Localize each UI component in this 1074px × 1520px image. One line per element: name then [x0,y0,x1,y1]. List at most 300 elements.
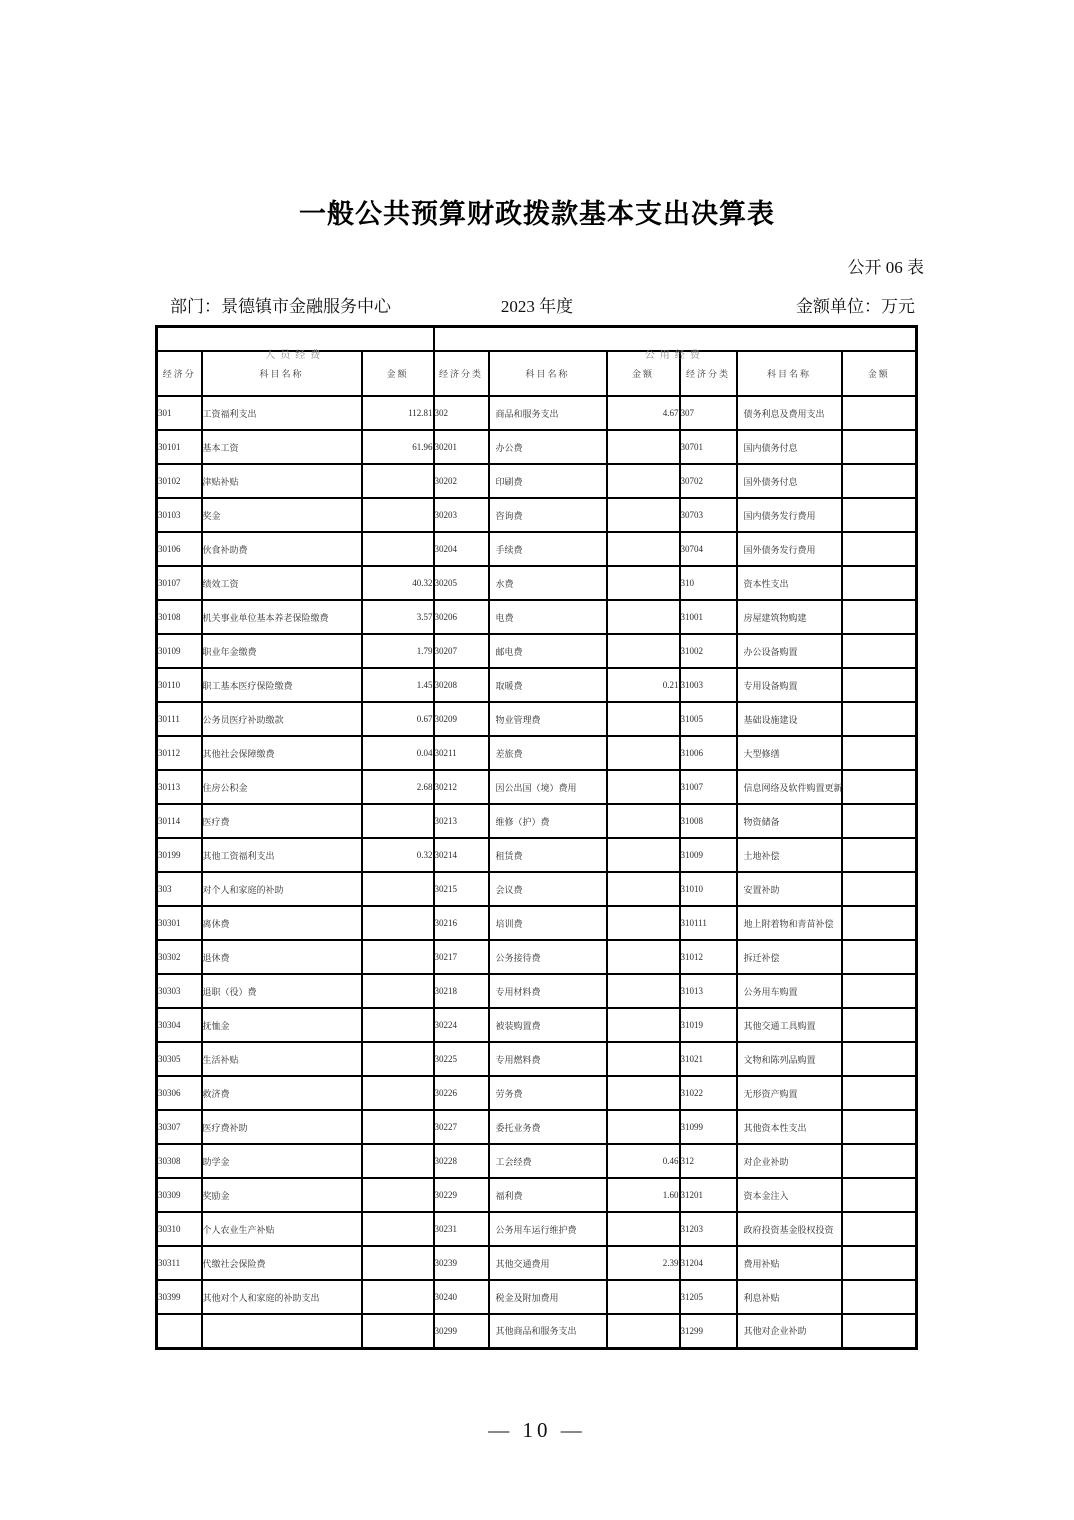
cell-amount [607,1008,680,1042]
cell-amount [607,600,680,634]
header-economic-class-3: 经济分类 [680,351,737,396]
cell-subject: 津贴补贴 [202,464,362,498]
cell-subject: 会议费 [489,872,607,906]
cell-subject: 医疗费 [202,804,362,838]
table-row [157,566,917,600]
table-row [157,464,917,498]
cell-amount [842,1280,917,1314]
cell-subject: 助学金 [202,1144,362,1178]
cell-amount [362,804,434,838]
cell-amount: 0.04 [362,736,434,770]
table-row [157,1008,917,1042]
table-label: 公开 06 表 [847,258,924,277]
cell-subject: 费用补贴 [737,1246,842,1280]
cell-subject: 咨询费 [489,498,607,532]
cell-amount: 1.60 [607,1178,680,1212]
cell-amount [842,464,917,498]
cell-code: 302 [434,396,489,430]
cell-amount [362,1042,434,1076]
cell-code: 303 [157,872,202,906]
cell-code: 31009 [680,838,737,872]
group-header-personnel-label: 人员经费 [265,350,326,361]
cell-code: 30107 [157,566,202,600]
cell-code: 30702 [680,464,737,498]
department-label: 部门：景德镇市金融服务中心 [170,297,391,316]
cell-subject: 基础设施建设 [737,702,842,736]
cell-subject: 其他对企业补助 [737,1314,842,1348]
table-row [157,940,917,974]
cell-amount: 40.32 [362,566,434,600]
cell-code: 31019 [680,1008,737,1042]
cell-subject: 对个人和家庭的补助 [202,872,362,906]
cell-code: 30239 [434,1246,489,1280]
cell-subject: 培训费 [489,906,607,940]
cell-amount [607,736,680,770]
cell-code: 30299 [434,1314,489,1348]
header-amount-2: 金额 [607,351,680,396]
cell-code: 30211 [434,736,489,770]
cell-subject: 抚恤金 [202,1008,362,1042]
cell-code: 30703 [680,498,737,532]
cell-amount [607,838,680,872]
cell-subject: 退休费 [202,940,362,974]
cell-amount: 1.79 [362,634,434,668]
cell-subject: 因公出国（境）费用 [489,770,607,804]
cell-amount [362,532,434,566]
cell-code: 30113 [157,770,202,804]
cell-code: 31299 [680,1314,737,1348]
cell-subject: 无形资产购置 [737,1076,842,1110]
table-row [157,838,917,872]
cell-code: 31008 [680,804,737,838]
cell-subject: 绩效工资 [202,566,362,600]
cell-code: 30218 [434,974,489,1008]
cell-amount [362,1110,434,1144]
cell-code: 30202 [434,464,489,498]
cell-code: 30227 [434,1110,489,1144]
cell-amount [842,498,917,532]
table-row [157,600,917,634]
cell-amount [842,634,917,668]
cell-code: 30103 [157,498,202,532]
cell-subject: 资本金注入 [737,1178,842,1212]
cell-subject: 租赁费 [489,838,607,872]
cell-subject: 公务用车购置 [737,974,842,1008]
cell-subject: 文物和陈列品购置 [737,1042,842,1076]
cell-code: 312 [680,1144,737,1178]
cell-code: 30301 [157,906,202,940]
table-row [157,974,917,1008]
table-row [157,770,917,804]
cell-amount [607,532,680,566]
cell-amount [362,1008,434,1042]
cell-code: 301 [157,396,202,430]
table-row [157,736,917,770]
cell-code: 30217 [434,940,489,974]
cell-subject: 维修（护）费 [489,804,607,838]
cell-subject: 委托业务费 [489,1110,607,1144]
cell-amount: 61.96 [362,430,434,464]
cell-subject: 住房公积金 [202,770,362,804]
cell-subject: 生活补贴 [202,1042,362,1076]
cell-code: 30704 [680,532,737,566]
cell-subject: 劳务费 [489,1076,607,1110]
cell-code: 30307 [157,1110,202,1144]
table-row [157,1280,917,1314]
cell-amount [842,906,917,940]
group-header-row [157,327,917,352]
cell-amount [842,396,917,430]
cell-code: 310 [680,566,737,600]
cell-code: 31013 [680,974,737,1008]
cell-code: 30310 [157,1212,202,1246]
cell-code: 30112 [157,736,202,770]
cell-code: 31001 [680,600,737,634]
header-amount-3: 金额 [842,351,917,396]
cell-code: 30109 [157,634,202,668]
cell-code: 30215 [434,872,489,906]
cell-subject: 税金及附加费用 [489,1280,607,1314]
cell-code: 30303 [157,974,202,1008]
cell-subject [202,1314,362,1348]
cell-subject: 地上附着物和青苗补偿 [737,906,842,940]
cell-code: 30111 [157,702,202,736]
cell-code: 30226 [434,1076,489,1110]
cell-amount [842,770,917,804]
cell-subject: 国外债务发行费用 [737,532,842,566]
cell-subject: 退职（役）费 [202,974,362,1008]
cell-subject: 办公设备购置 [737,634,842,668]
cell-amount: 2.68 [362,770,434,804]
cell-amount [607,464,680,498]
table-row [157,1144,917,1178]
cell-amount [842,974,917,1008]
cell-code [157,1314,202,1348]
cell-code: 30110 [157,668,202,702]
cell-amount [362,1212,434,1246]
cell-subject: 国外债务付息 [737,464,842,498]
cell-code: 30229 [434,1178,489,1212]
cell-subject: 代缴社会保险费 [202,1246,362,1280]
cell-subject: 商品和服务支出 [489,396,607,430]
cell-amount [607,1212,680,1246]
cell-subject: 奖金 [202,498,362,532]
cell-amount [842,1246,917,1280]
cell-code: 30213 [434,804,489,838]
cell-subject: 大型修缮 [737,736,842,770]
cell-code: 30304 [157,1008,202,1042]
page-number: — 10 — [488,1418,586,1442]
cell-code: 30199 [157,838,202,872]
cell-code: 31005 [680,702,737,736]
amount-unit-label: 金额单位：万元 [796,297,915,316]
cell-subject: 工会经费 [489,1144,607,1178]
cell-code: 307 [680,396,737,430]
budget-table [155,325,918,1350]
table-row [157,872,917,906]
header-subject-name-1: 科目名称 [202,351,362,396]
table-row [157,430,917,464]
cell-subject: 邮电费 [489,634,607,668]
cell-amount [362,464,434,498]
header-economic-class-2: 经济分类 [434,351,489,396]
cell-subject: 医疗费补助 [202,1110,362,1144]
table-row [157,498,917,532]
cell-amount [607,770,680,804]
cell-subject: 信息网络及软件购置更新 [737,770,842,804]
header-subject-name-2: 科目名称 [489,351,607,396]
cell-amount [362,498,434,532]
cell-code: 30207 [434,634,489,668]
cell-subject: 印刷费 [489,464,607,498]
cell-subject: 手续费 [489,532,607,566]
cell-subject: 离休费 [202,906,362,940]
cell-subject: 物业管理费 [489,702,607,736]
group-header-cell-personnel [157,327,434,361]
cell-subject: 其他交通费用 [489,1246,607,1280]
cell-amount [842,1008,917,1042]
cell-amount [607,1076,680,1110]
cell-amount [362,1280,434,1314]
cell-subject: 拆迁补偿 [737,940,842,974]
cell-code: 30308 [157,1144,202,1178]
cell-code: 31003 [680,668,737,702]
cell-code: 30203 [434,498,489,532]
cell-amount [607,940,680,974]
table-row [157,1110,917,1144]
cell-code: 30114 [157,804,202,838]
cell-subject: 机关事业单位基本养老保险缴费 [202,600,362,634]
cell-subject: 专用材料费 [489,974,607,1008]
cell-code: 30306 [157,1076,202,1110]
cell-amount [842,668,917,702]
cell-amount: 112.81 [362,396,434,430]
cell-code: 30701 [680,430,737,464]
header-economic-class-1: 经济分 [157,351,202,396]
cell-amount [842,566,917,600]
cell-subject: 公务接待费 [489,940,607,974]
group-header-cell-public [434,327,917,361]
cell-subject: 伙食补助费 [202,532,362,566]
cell-amount [607,702,680,736]
cell-code: 30101 [157,430,202,464]
table-row [157,702,917,736]
cell-subject: 专用燃料费 [489,1042,607,1076]
cell-amount [362,906,434,940]
cell-code: 30209 [434,702,489,736]
cell-code: 30399 [157,1280,202,1314]
cell-subject: 取暖费 [489,668,607,702]
cell-amount [362,974,434,1008]
cell-subject: 职工基本医疗保险缴费 [202,668,362,702]
cell-code: 310111 [680,906,737,940]
cell-amount [842,702,917,736]
cell-subject: 土地补偿 [737,838,842,872]
cell-code: 30228 [434,1144,489,1178]
cell-code: 30224 [434,1008,489,1042]
cell-subject: 其他工资福利支出 [202,838,362,872]
cell-subject: 福利费 [489,1178,607,1212]
cell-amount [842,532,917,566]
cell-subject: 被装购置费 [489,1008,607,1042]
cell-subject: 物资储备 [737,804,842,838]
cell-code: 30216 [434,906,489,940]
cell-amount [607,974,680,1008]
cell-amount [842,838,917,872]
page-title: 一般公共预算财政拨款基本支出决算表 [299,199,775,229]
cell-amount [842,600,917,634]
cell-code: 31010 [680,872,737,906]
cell-subject: 国内债务付息 [737,430,842,464]
cell-amount [607,498,680,532]
cell-subject: 债务利息及费用支出 [737,396,842,430]
group-header-public-label: 公用经费 [644,350,705,361]
cell-code: 31204 [680,1246,737,1280]
cell-subject: 利息补贴 [737,1280,842,1314]
cell-code: 30214 [434,838,489,872]
cell-code: 30102 [157,464,202,498]
cell-amount [607,1280,680,1314]
table-row [157,1314,917,1348]
header-subject-name-3: 科目名称 [737,351,842,396]
cell-amount [362,872,434,906]
table-row [157,532,917,566]
table-row [157,804,917,838]
cell-subject: 基本工资 [202,430,362,464]
cell-amount [842,872,917,906]
cell-amount [842,1212,917,1246]
cell-subject: 政府投资基金股权投资 [737,1212,842,1246]
cell-amount: 0.21 [607,668,680,702]
cell-subject: 救济费 [202,1076,362,1110]
cell-code: 31006 [680,736,737,770]
cell-code: 30309 [157,1178,202,1212]
cell-amount [607,906,680,940]
cell-amount [607,566,680,600]
table-row [157,396,917,430]
cell-code: 30204 [434,532,489,566]
cell-subject: 其他商品和服务支出 [489,1314,607,1348]
table-row [157,906,917,940]
cell-amount: 0.46 [607,1144,680,1178]
cell-amount [842,1076,917,1110]
cell-amount [842,1178,917,1212]
header-amount-1: 金额 [362,351,434,396]
year-label: 2023 年度 [500,297,574,316]
table-row [157,668,917,702]
cell-code: 31203 [680,1212,737,1246]
cell-code: 31022 [680,1076,737,1110]
cell-amount [607,1314,680,1348]
cell-code: 30108 [157,600,202,634]
cell-subject: 国内债务发行费用 [737,498,842,532]
cell-amount [842,1314,917,1348]
cell-subject: 电费 [489,600,607,634]
cell-code: 30106 [157,532,202,566]
cell-code: 31021 [680,1042,737,1076]
cell-amount [362,1076,434,1110]
cell-subject: 差旅费 [489,736,607,770]
table-row [157,1178,917,1212]
cell-amount: 3.57 [362,600,434,634]
cell-amount [362,1314,434,1348]
cell-code: 30201 [434,430,489,464]
cell-amount [842,804,917,838]
cell-subject: 资本性支出 [737,566,842,600]
cell-code: 30302 [157,940,202,974]
cell-amount [362,940,434,974]
cell-code: 31002 [680,634,737,668]
cell-amount [842,1144,917,1178]
cell-amount: 2.39 [607,1246,680,1280]
cell-subject: 其他对个人和家庭的补助支出 [202,1280,362,1314]
cell-subject: 公务员医疗补助缴款 [202,702,362,736]
cell-subject: 专用设备购置 [737,668,842,702]
cell-code: 31201 [680,1178,737,1212]
cell-code: 31205 [680,1280,737,1314]
cell-amount [607,872,680,906]
cell-subject: 办公费 [489,430,607,464]
table-row [157,1076,917,1110]
cell-code: 30208 [434,668,489,702]
cell-subject: 其他交通工具购置 [737,1008,842,1042]
cell-code: 30205 [434,566,489,600]
cell-subject: 其他社会保障缴费 [202,736,362,770]
cell-subject: 安置补助 [737,872,842,906]
cell-amount [607,1042,680,1076]
cell-amount [842,940,917,974]
cell-code: 31007 [680,770,737,804]
cell-code: 30305 [157,1042,202,1076]
cell-amount [362,1178,434,1212]
cell-amount: 4.67 [607,396,680,430]
cell-subject: 房屋建筑物购建 [737,600,842,634]
table-row [157,1042,917,1076]
cell-subject: 职业年金缴费 [202,634,362,668]
cell-code: 30311 [157,1246,202,1280]
cell-amount: 0.32 [362,838,434,872]
cell-code: 30240 [434,1280,489,1314]
cell-subject: 水费 [489,566,607,600]
cell-subject: 对企业补助 [737,1144,842,1178]
cell-amount [362,1144,434,1178]
cell-subject: 工资福利支出 [202,396,362,430]
cell-code: 30212 [434,770,489,804]
cell-code: 30225 [434,1042,489,1076]
cell-amount [607,430,680,464]
cell-subject: 个人农业生产补贴 [202,1212,362,1246]
cell-code: 30231 [434,1212,489,1246]
cell-subject: 奖励金 [202,1178,362,1212]
cell-amount [607,804,680,838]
cell-code: 31099 [680,1110,737,1144]
cell-amount: 0.67 [362,702,434,736]
cell-amount [607,1110,680,1144]
cell-amount: 1.45 [362,668,434,702]
table-row [157,1246,917,1280]
cell-amount [842,736,917,770]
cell-amount [607,634,680,668]
table-row [157,634,917,668]
cell-amount [362,1246,434,1280]
cell-subject: 其他资本性支出 [737,1110,842,1144]
table-row [157,1212,917,1246]
cell-code: 31012 [680,940,737,974]
cell-amount [842,1042,917,1076]
cell-code: 30206 [434,600,489,634]
cell-subject: 公务用车运行维护费 [489,1212,607,1246]
cell-amount [842,1110,917,1144]
